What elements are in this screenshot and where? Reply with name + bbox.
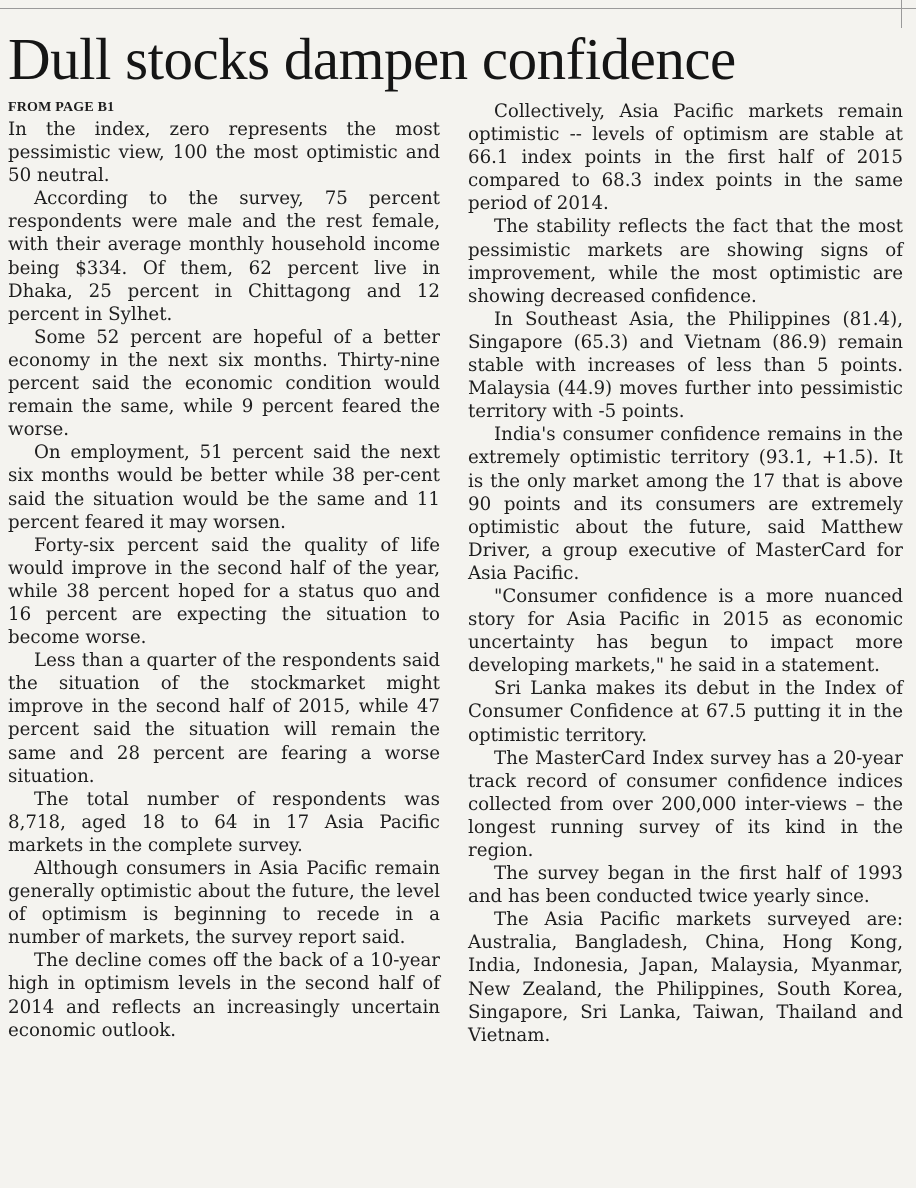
paragraph: Sri Lanka makes its debut in the Index of Consumer Confidence at 67.5 putting it in the optimistic territory. — [468, 678, 903, 746]
paragraph: India's consumer confidence remains in the extremely optimistic territory (93.1, +1.5). It is the only market among the 17 that is above 90 points and its consumers are extremely optimistic about the future, said Matthew Driver, a group executive of MasterCard for Asia Pacific. — [468, 424, 903, 584]
paragraph: Some 52 percent are hopeful of a better economy in the next six months. Thirty-nine percent said the economic condition would remain the same, while 9 percent feared the worse. — [8, 326, 440, 441]
left-column — [8, 100, 440, 1042]
clipping-edge — [901, 0, 916, 28]
continuation-kicker: FROM PAGE B1 — [8, 100, 115, 115]
paragraph: The Asia Pacific markets surveyed are: Australia, Bangladesh, China, Hong Kong, India, Indonesia, Japan, Malaysia, Myanmar, New Zealand, the Philippines, South Korea, Singapore, Sri Lanka, Taiwan, Thailand and Vietnam. — [468, 909, 903, 1046]
paragraph: The MasterCard Index survey has a 20-year track record of consumer confidence indices collected from over 200,000 inter-views – the longest running survey of its kind in the region. — [468, 747, 903, 861]
headline: Dull stocks dampen confidence — [8, 26, 736, 92]
paragraph: "Consumer confidence is a more nuanced story for Asia Pacific in 2015 as economic uncertainty has begun to impact more developing markets," he said in a statement. — [468, 585, 903, 677]
paragraph: In Southeast Asia, the Philippines (81.4), Singapore (65.3) and Vietnam (86.9) remain stable with increases of less than 5 points. Malaysia (44.9) moves further into pessimistic territory with -5 points. — [468, 308, 903, 423]
paragraph: On employment, 51 percent said the next six months would be better while 38 per-cent said the situation would be the same and 11 percent feared it may worsen. — [8, 442, 440, 533]
paragraph: The total number of respondents was 8,718, aged 18 to 64 in 17 Asia Pacific markets in the complete survey. — [8, 788, 440, 856]
paragraph: Although consumers in Asia Pacific remain generally optimistic about the future, the level of optimism is beginning to recede in a number of markets, the survey report said. — [8, 858, 440, 949]
right-column — [468, 100, 903, 1047]
paragraph: Forty-six percent said the quality of life would improve in the second half of the year, while 38 percent hoped for a status quo and 16 percent are expecting the situation to become worse. — [8, 534, 440, 649]
paragraph: According to the survey, 75 percent respondents were male and the rest female, with their average monthly household income being $334. Of them, 62 percent live in Dhaka, 25 percent in Chittagong and 12 percent in Sylhet. — [8, 188, 440, 325]
paragraph: The stability reflects the fact that the most pessimistic markets are showing signs of improvement, while the most optimistic are showing decreased confidence. — [468, 216, 903, 307]
paragraph: The survey began in the first half of 1993 and has been conducted twice yearly since. — [468, 863, 903, 908]
paragraph: In the index, zero represents the most pessimistic view, 100 the most optimistic and 50 neutral. — [8, 119, 440, 187]
paragraph: Less than a quarter of the respondents said the situation of the stockmarket might improve in the second half of 2015, while 47 percent said the situation will remain the same and 28 percent are fearing a worse situation. — [8, 650, 440, 787]
paragraph: Collectively, Asia Pacific markets remain optimistic -- levels of optimism are stable at 66.1 index points in the first half of 2015 compared to 68.3 index points in the same period of 2014. — [468, 101, 903, 215]
paragraph: The decline comes off the back of a 10-year high in optimism levels in the second half of 2014 and reflects an increasingly uncertain economic outlook. — [8, 950, 440, 1041]
top-rule — [0, 8, 916, 9]
